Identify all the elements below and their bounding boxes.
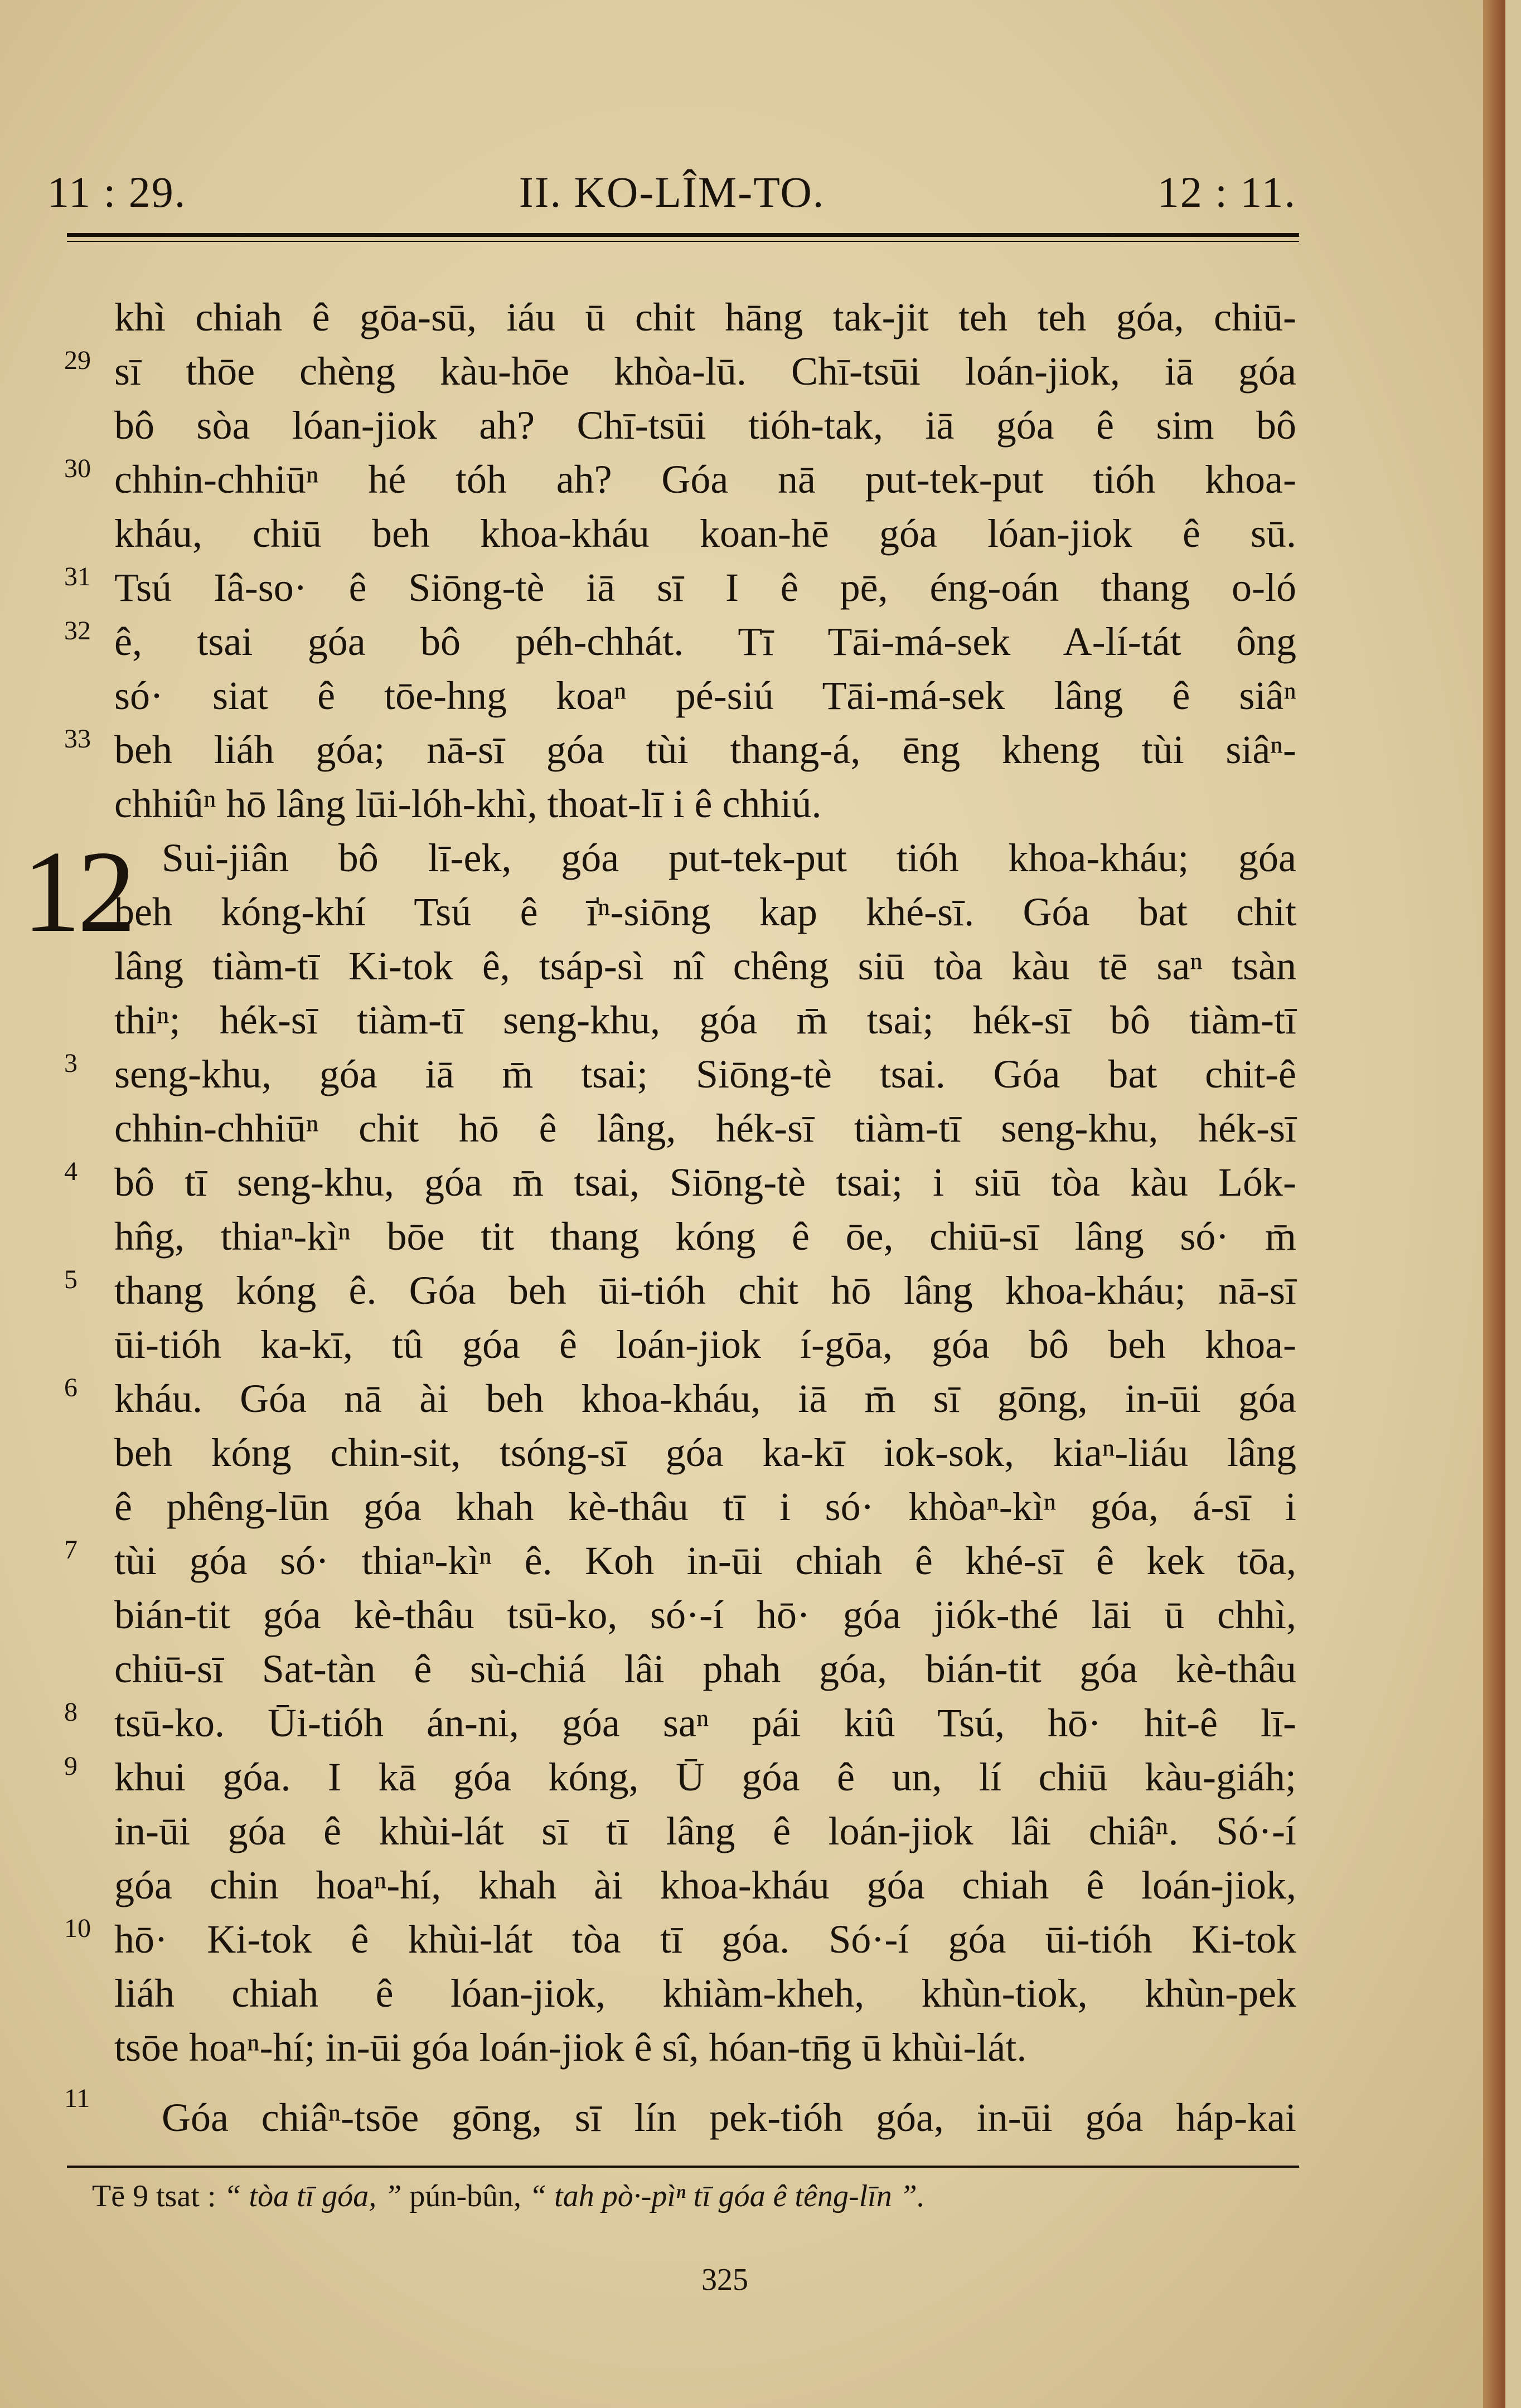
text-line: bô tī seng-khu, góa m̄ tsai, Siōng-tè tsai; i siū tòa kàu Lók- (114, 1160, 1296, 1205)
verse-number: 10 (64, 1914, 91, 1943)
verse-number: 6 (64, 1373, 77, 1402)
text-line: seng-khu, góa iā m̄ tsai; Siōng-tè tsai. Góa bat chit-ê (114, 1052, 1296, 1096)
text-line: beh liáh góa; nā-sī góa tùi thang-á, ēng kheng tùi siâⁿ- (114, 727, 1296, 772)
footnote-middle: pún-bûn, (409, 2179, 522, 2213)
text-line: thang kóng ê. Góa beh ūi-tióh chit hō lâng khoa-kháu; nā-sī (114, 1268, 1296, 1313)
verse-number: 30 (64, 454, 91, 483)
footnote-rule (67, 2166, 1299, 2168)
verse-number: 31 (64, 562, 91, 591)
text-line: Góa chiâⁿ-tsōe gōng, sī lín pek-tióh góa, in-ūi góa háp-kai (162, 2095, 1296, 2140)
verse-number: 33 (64, 724, 91, 754)
verse-number: 9 (64, 1751, 77, 1781)
footnote-prefix: Tē 9 tsat : (92, 2179, 216, 2213)
footnote (92, 2174, 1319, 2218)
text-line: liáh chiah ê lóan-jiok, khiàm-kheh, khùn-tiok, khùn-pek (114, 1971, 1296, 2016)
text-line: khui góa. I kā góa kóng, Ū góa ê un, lí chiū kàu-giáh; (114, 1755, 1296, 1799)
text-line: ê phêng-lūn góa khah kè-thâu tī i só· khòaⁿ-kìⁿ góa, á-sī i (114, 1484, 1296, 1529)
text-line: thiⁿ; hék-sī tiàm-tī seng-khu, góa m̄ tsai; hék-sī bô tiàm-tī (114, 998, 1296, 1042)
text-line: kháu. Góa nā ài beh khoa-kháu, iā m̄ sī gōng, in-ūi góa (114, 1376, 1296, 1421)
footnote-quote-literal: “ tah pò·-pìⁿ tī góa ê têng-līn ”. (529, 2179, 925, 2213)
page-edge (1483, 0, 1505, 2408)
text-line: tsū-ko. Ūi-tióh án-ni, góa saⁿ pái kiû Tsú, hō· hit-ê lī- (114, 1701, 1296, 1745)
text-line: chhin-chhiūⁿ hé tóh ah? Góa nā put-tek-put tióh khoa- (114, 457, 1296, 502)
text-line: tùi góa só· thiaⁿ-kìⁿ ê. Koh in-ūi chiah ê khé-sī ê kek tōa, (114, 1538, 1296, 1583)
header-left-reference: 11 : 29. (47, 168, 187, 216)
text-line: só· siat ê tōe-hng koaⁿ pé-siú Tāi-má-sek lâng ê siâⁿ (114, 673, 1296, 718)
text-line: Tsú Iâ-so· ê Siōng-tè iā sī I ê pē, éng-oán thang o-ló (114, 565, 1296, 610)
text-line: ūi-tióh ka-kī, tû góa ê loán-jiok í-gōa, góa bô beh khoa- (114, 1322, 1296, 1367)
text-line: lâng tiàm-tī Ki-tok ê, tsáp-sì nî chêng siū tòa kàu tē saⁿ tsàn (114, 944, 1296, 988)
text-line: khì chiah ê gōa-sū, iáu ū chit hāng tak-jit teh teh góa, chiū- (114, 295, 1296, 339)
text-line: chhiûⁿ hō lâng lūi-lóh-khì, thoat-lī i ê chhiú. (114, 781, 822, 826)
text-line: góa chin hoaⁿ-hí, khah ài khoa-kháu góa chiah ê loán-jiok, (114, 1863, 1296, 1907)
running-header (47, 167, 1296, 229)
text-line: chiū-sī Sat-tàn ê sù-chiá lâi phah góa, bián-tit góa kè-thâu (114, 1647, 1296, 1691)
verse-number: 5 (64, 1265, 77, 1294)
text-line: in-ūi góa ê khùi-lát sī tī lâng ê loán-jiok lâi chiâⁿ. Só·-í (114, 1809, 1296, 1853)
text-line: hn̂g, thiaⁿ-kìⁿ bōe tit thang kóng ê ōe, chiū-sī lâng só· m̄ (114, 1214, 1296, 1259)
text-line: bô sòa lóan-jiok ah? Chī-tsūi tióh-tak, iā góa ê sim bô (114, 403, 1296, 448)
page-number: 325 (701, 2263, 748, 2297)
text-line: hō· Ki-tok ê khùi-lát tòa tī góa. Só·-í góa ūi-tióh Ki-tok (114, 1917, 1296, 1962)
verse-number: 3 (64, 1048, 77, 1078)
header-rule (67, 233, 1299, 237)
text-line: ê, tsai góa bô péh-chhát. Tī Tāi-má-sek A-lí-tát ông (114, 619, 1296, 664)
text-line: beh kóng-khí Tsú ê ī̍ⁿ-siōng kap khé-sī. Góa bat chit (114, 890, 1296, 934)
verse-number: 29 (64, 346, 91, 375)
verse-number: 8 (64, 1697, 77, 1727)
text-line: chhin-chhiūⁿ chit hō ê lâng, hék-sī tiàm-tī seng-khu, hék-sī (114, 1106, 1296, 1150)
verse-number: 4 (64, 1157, 77, 1186)
text-line: Sui-jiân bô lī-ek, góa put-tek-put tióh khoa-kháu; góa (162, 836, 1296, 880)
verse-number: 11 (64, 2084, 90, 2113)
verse-number: 7 (64, 1535, 77, 1565)
verse-number: 32 (64, 616, 91, 645)
chapter-number: 12 (22, 827, 133, 957)
footnote-quote-original: “ tòa tī góa, ” (224, 2179, 402, 2213)
text-line: kháu, chiū beh khoa-kháu koan-hē góa lóan-jiok ê sū. (114, 511, 1296, 556)
text-line: sī thōe chèng kàu-hōe khòa-lū. Chī-tsūi loán-jiok, iā góa (114, 349, 1296, 394)
header-right-reference: 12 : 11. (1157, 168, 1296, 216)
text-line: beh kóng chin-sit, tsóng-sī góa ka-kī iok-sok, kiaⁿ-liáu lâng (114, 1430, 1296, 1475)
header-book-title: II. KO-LÎM-TO. (519, 168, 825, 216)
text-line: tsōe hoaⁿ-hí; in-ūi góa loán-jiok ê sî, hóan-tn̄g ū khùi-lát. (114, 2025, 1027, 2070)
header-rule-thin (67, 241, 1299, 242)
text-line: bián-tit góa kè-thâu tsū-ko, só·-í hō· góa jiók-thé lāi ū chhì, (114, 1593, 1296, 1637)
